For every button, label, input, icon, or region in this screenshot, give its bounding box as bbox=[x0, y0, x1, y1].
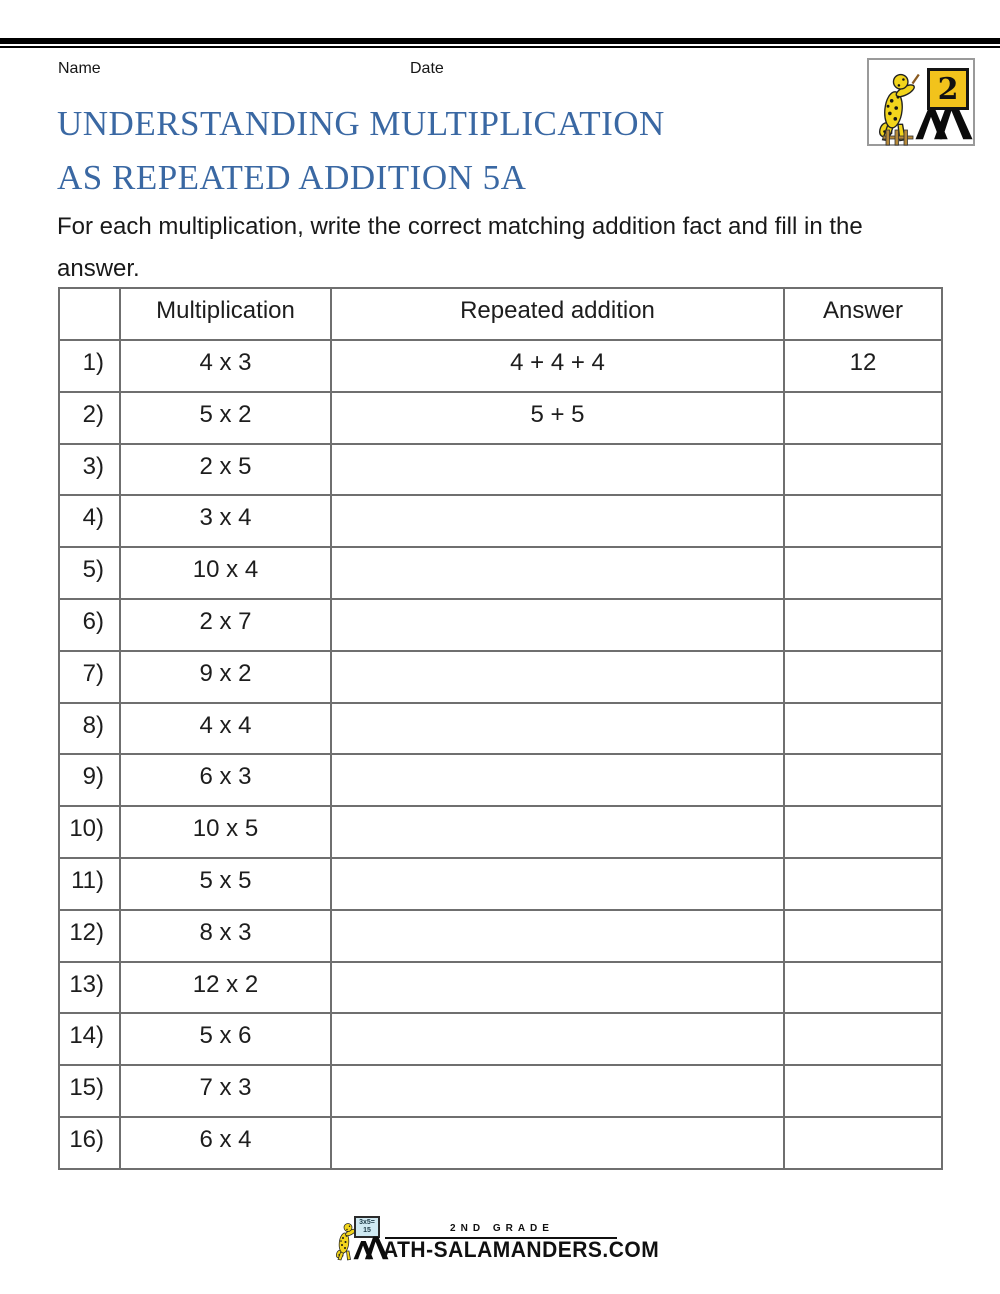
worksheet-row bbox=[59, 392, 942, 444]
table-header-row bbox=[59, 288, 942, 340]
multiplication-cell: 3 x 4 bbox=[120, 495, 331, 547]
row-number-cell: 3) bbox=[59, 444, 120, 496]
grade-2-badge bbox=[867, 58, 975, 146]
row-number-cell: 4) bbox=[59, 495, 120, 547]
row-number-cell: 6) bbox=[59, 599, 120, 651]
top-border-rule bbox=[0, 38, 1000, 44]
repeated-addition-cell[interactable] bbox=[331, 962, 784, 1014]
instruction-text: For each multiplication, write the correct matching addition fact and fill in the answer. bbox=[57, 213, 863, 282]
worksheet-row bbox=[59, 599, 942, 651]
multiplication-cell: 6 x 4 bbox=[120, 1117, 331, 1169]
row-number-cell: 13) bbox=[59, 962, 120, 1014]
answer-cell[interactable] bbox=[784, 651, 942, 703]
multiplication-cell: 6 x 3 bbox=[120, 754, 331, 806]
number-column-header bbox=[59, 288, 120, 340]
multiplication-cell: 5 x 6 bbox=[120, 1013, 331, 1065]
row-number-cell: 14) bbox=[59, 1013, 120, 1065]
repeated-addition-cell[interactable] bbox=[331, 806, 784, 858]
worksheet-row bbox=[59, 1065, 942, 1117]
answer-cell[interactable] bbox=[784, 392, 942, 444]
repeated-addition-cell[interactable] bbox=[331, 1065, 784, 1117]
answer-cell[interactable] bbox=[784, 1013, 942, 1065]
repeated-addition-cell[interactable] bbox=[331, 754, 784, 806]
row-number-cell: 16) bbox=[59, 1117, 120, 1169]
answer-column-header: Answer bbox=[784, 288, 942, 340]
repeated-addition-cell[interactable] bbox=[331, 495, 784, 547]
repeated-addition-cell[interactable] bbox=[331, 444, 784, 496]
worksheet-row bbox=[59, 1117, 942, 1169]
repeated-addition-cell[interactable] bbox=[331, 858, 784, 910]
repeated-addition-cell[interactable] bbox=[331, 651, 784, 703]
worksheet-row bbox=[59, 444, 942, 496]
multiplication-cell: 5 x 2 bbox=[120, 392, 331, 444]
multiplication-cell: 4 x 4 bbox=[120, 703, 331, 755]
multiplication-cell: 5 x 5 bbox=[120, 858, 331, 910]
repeated-addition-cell[interactable] bbox=[331, 1117, 784, 1169]
answer-cell: 12 bbox=[784, 340, 942, 392]
row-number-cell: 8) bbox=[59, 703, 120, 755]
ladder-icon bbox=[881, 128, 915, 146]
answer-cell[interactable] bbox=[784, 1117, 942, 1169]
multiplication-cell: 8 x 3 bbox=[120, 910, 331, 962]
multiplication-cell: 10 x 5 bbox=[120, 806, 331, 858]
repeated-addition-cell: 4 + 4 + 4 bbox=[331, 340, 784, 392]
mini-whiteboard-line1: 3x5= bbox=[359, 1219, 375, 1226]
row-number-cell: 15) bbox=[59, 1065, 120, 1117]
repeated-addition-cell[interactable] bbox=[331, 547, 784, 599]
worksheet-table bbox=[58, 287, 943, 1170]
site-logo-footer bbox=[333, 1214, 660, 1264]
worksheet-row bbox=[59, 858, 942, 910]
answer-cell[interactable] bbox=[784, 754, 942, 806]
worksheet-row bbox=[59, 547, 942, 599]
worksheet-row bbox=[59, 754, 942, 806]
answer-cell[interactable] bbox=[784, 599, 942, 651]
answer-cell[interactable] bbox=[784, 858, 942, 910]
worksheet-row bbox=[59, 495, 942, 547]
row-number-cell: 12) bbox=[59, 910, 120, 962]
multiplication-cell: 2 x 7 bbox=[120, 599, 331, 651]
repeated-addition-column-header: Repeated addition bbox=[331, 288, 784, 340]
row-number-cell: 1) bbox=[59, 340, 120, 392]
multiplication-cell: 12 x 2 bbox=[120, 962, 331, 1014]
footer-grade-text: 2ND GRADE bbox=[450, 1223, 554, 1234]
answer-cell[interactable] bbox=[784, 910, 942, 962]
multiplication-cell: 2 x 5 bbox=[120, 444, 331, 496]
name-label: Name bbox=[58, 60, 101, 77]
repeated-addition-cell: 5 + 5 bbox=[331, 392, 784, 444]
row-number-cell: 10) bbox=[59, 806, 120, 858]
answer-cell[interactable] bbox=[784, 962, 942, 1014]
worksheet-row bbox=[59, 806, 942, 858]
worksheet-row bbox=[59, 703, 942, 755]
row-number-cell: 11) bbox=[59, 858, 120, 910]
grade-number: 2 bbox=[937, 71, 959, 107]
answer-cell[interactable] bbox=[784, 547, 942, 599]
worksheet-row bbox=[59, 962, 942, 1014]
repeated-addition-cell[interactable] bbox=[331, 910, 784, 962]
repeated-addition-cell[interactable] bbox=[331, 1013, 784, 1065]
top-border-rule-thin bbox=[0, 46, 1000, 48]
page-title-line1: UNDERSTANDING MULTIPLICATION bbox=[57, 104, 665, 143]
answer-cell[interactable] bbox=[784, 444, 942, 496]
multiplication-cell: 10 x 4 bbox=[120, 547, 331, 599]
answer-cell[interactable] bbox=[784, 495, 942, 547]
worksheet-row bbox=[59, 651, 942, 703]
footer-site-name: ATH-SALAMANDERS.COM bbox=[383, 1238, 660, 1263]
row-number-cell: 2) bbox=[59, 392, 120, 444]
repeated-addition-cell[interactable] bbox=[331, 599, 784, 651]
multiplication-cell: 7 x 3 bbox=[120, 1065, 331, 1117]
repeated-addition-cell[interactable] bbox=[331, 703, 784, 755]
multiplication-cell: 4 x 3 bbox=[120, 340, 331, 392]
grade-number-sign bbox=[927, 68, 969, 110]
row-number-cell: 7) bbox=[59, 651, 120, 703]
row-number-cell: 5) bbox=[59, 547, 120, 599]
date-label: Date bbox=[410, 60, 444, 77]
answer-cell[interactable] bbox=[784, 1065, 942, 1117]
answer-cell[interactable] bbox=[784, 806, 942, 858]
worksheet-row bbox=[59, 1013, 942, 1065]
answer-cell[interactable] bbox=[784, 703, 942, 755]
multiplication-cell: 9 x 2 bbox=[120, 651, 331, 703]
multiplication-column-header: Multiplication bbox=[120, 288, 331, 340]
worksheet-row bbox=[59, 340, 942, 392]
page-title-line2: AS REPEATED ADDITION 5A bbox=[57, 158, 527, 197]
mini-whiteboard-line2: 15 bbox=[363, 1227, 371, 1234]
worksheet-row bbox=[59, 910, 942, 962]
row-number-cell: 9) bbox=[59, 754, 120, 806]
